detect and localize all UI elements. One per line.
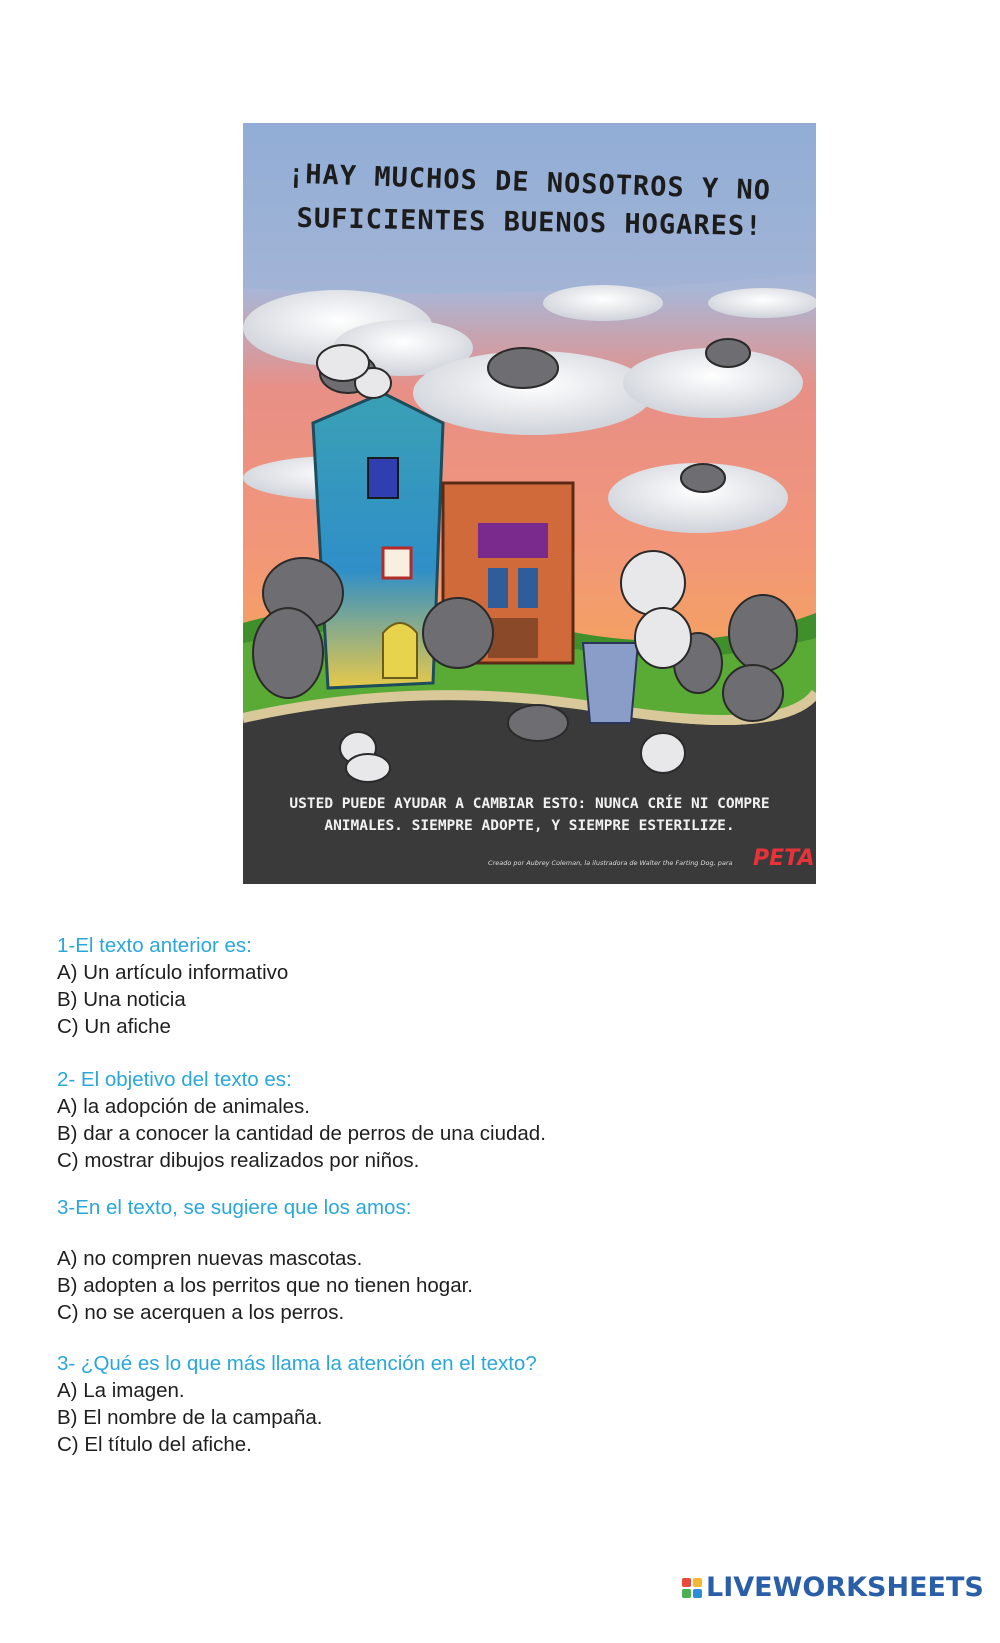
question-3 xyxy=(57,1194,957,1326)
question-1 xyxy=(57,932,957,1040)
question-1-option-b[interactable]: B) Una noticia xyxy=(57,988,186,1011)
campaign-poster xyxy=(243,123,816,884)
question-1-option-c[interactable]: C) Un afiche xyxy=(57,1015,171,1038)
question-2-option-b[interactable]: B) dar a conocer la cantidad de perros de una ciudad. xyxy=(57,1122,546,1145)
logo-tile-yellow xyxy=(693,1578,702,1587)
question-2 xyxy=(57,1066,957,1174)
question-3-option-c[interactable]: C) no se acerquen a los perros. xyxy=(57,1301,345,1324)
poster-slogan-line-1: USTED PUEDE AYUDAR A CAMBIAR ESTO: NUNCA CRÍE NI COMPRE xyxy=(289,796,770,812)
question-3-option-b[interactable]: B) adopten a los perritos que no tienen hogar. xyxy=(57,1274,473,1297)
logo-tile-red xyxy=(682,1578,691,1587)
question-4 xyxy=(57,1350,957,1458)
poster-title-line-1: ¡HAY MUCHOS DE NOSOTROS Y NO xyxy=(287,158,772,207)
liveworksheets-brand[interactable] xyxy=(682,1572,984,1603)
logo-tile-blue xyxy=(693,1589,702,1598)
question-4-option-b[interactable]: B) El nombre de la campaña. xyxy=(57,1406,323,1429)
logo-tile-green xyxy=(682,1589,691,1598)
poster-slogan-line-2: ANIMALES. SIEMPRE ADOPTE, Y SIEMPRE ESTERILIZE. xyxy=(324,818,735,834)
poster-slogan xyxy=(253,793,806,837)
liveworksheets-logo-icon xyxy=(682,1578,702,1598)
question-3-option-a[interactable]: A) no compren nuevas mascotas. xyxy=(57,1247,363,1270)
poster-title-line-2: SUFICIENTES BUENOS HOGARES! xyxy=(296,202,763,243)
question-4-option-a[interactable]: A) La imagen. xyxy=(57,1379,185,1402)
poster-title xyxy=(243,158,816,243)
poster-credit: Creado por Aubrey Coleman, la ilustradora de Walter the Farting Dog, para xyxy=(488,859,733,867)
question-1-title: 1-El texto anterior es: xyxy=(57,934,252,957)
question-3-title: 3-En el texto, se sugiere que los amos: xyxy=(57,1196,412,1219)
liveworksheets-wordmark: LIVEWORKSHEETS xyxy=(706,1572,984,1603)
question-2-title: 2- El objetivo del texto es: xyxy=(57,1068,292,1091)
question-4-title: 3- ¿Qué es lo que más llama la atención en el texto? xyxy=(57,1352,537,1375)
question-2-option-a[interactable]: A) la adopción de animales. xyxy=(57,1095,310,1118)
question-2-option-c[interactable]: C) mostrar dibujos realizados por niños. xyxy=(57,1149,420,1172)
question-4-option-c[interactable]: C) El título del afiche. xyxy=(57,1433,252,1456)
peta-logo: PETA xyxy=(753,846,815,871)
question-1-option-a[interactable]: A) Un artículo informativo xyxy=(57,961,289,984)
